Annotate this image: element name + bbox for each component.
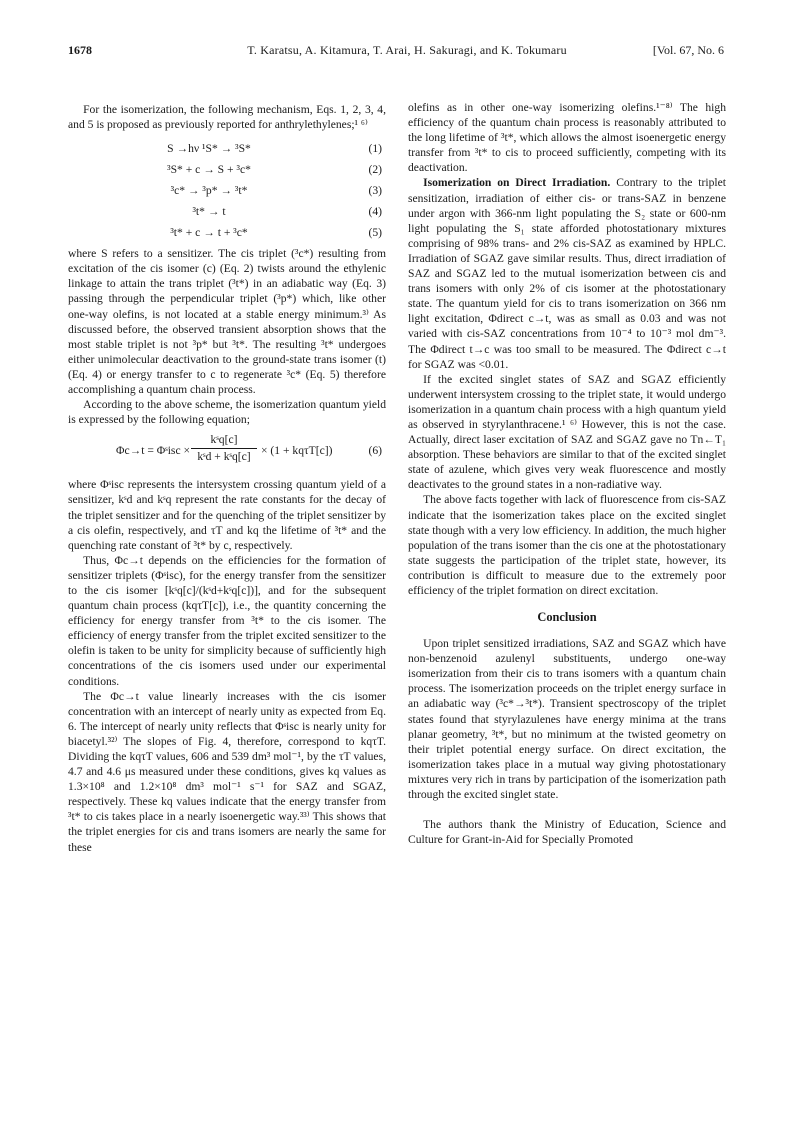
left-column [68,102,386,855]
paragraph: The above facts together with lack of fluorescence from cis-SAZ indicate that the isomerization takes place on the excited singlet state though with a very low efficiency. In addition, the much higher population of the trans isomer than the cis one at the photostationary state suggests the participation of the triplet state, however, its contribution is difficult to measure due to the extremely poor efficiency of the triplet formation on direct excitation. [408,493,726,597]
paragraph [408,175,726,371]
equation-body: S →hν ¹S* → ³S* [167,142,251,156]
equation-body: ³t* → t [192,205,226,219]
paragraph: where Φˢisc represents the intersystem crossing quantum yield of a sensitizer, kˢd and kˢq represent the rate constants for the decay of the triplet sensitizer and for the quenching of the triplet sensitizer by a cis olefin, respectively, and τT and kq the lifetime of ³t* and the quenching rate constant of ³t* by c, respectively. [68,478,386,552]
acknowledgment: The authors thank the Ministry of Education, Science and Culture for Grant-in-Aid for Specially Promoted [408,818,726,847]
paragraph: If the excited singlet states of SAZ and SGAZ efficiently underwent intersystem crossing to the triplet state, it would undergo isomerization in a quantum chain process with a high quantum yield as observed in styrylanthracene.¹ ⁶⁾ However, this is not the case. Actually, direct laser excitation of SAZ and SGAZ gave no Tn←T₁ absorption. These behaviors are similar to that of the excited singlet state of azulene, which gives very weak fluorescence and mostly deactivates to the ground states in a non-radiative way. [408,372,726,492]
fraction-numerator: kˢq[c] [191,432,257,449]
equation-number: (6) [368,444,382,458]
equation-number: (2) [368,163,382,177]
equation-lhs: Φc→t = Φˢisc × [116,444,191,458]
equation-body: ³c* → ³p* → ³t* [170,184,248,198]
page-number: 1678 [68,43,92,57]
equation-body: ³t* + c → t + ³c* [170,226,248,240]
equation-1 [68,138,386,159]
equation-body: ³S* + c → S + ³c* [167,163,251,177]
header-authors: T. Karatsu, A. Kitamura, T. Arai, H. Sakuragi, and K. Tokumaru [247,43,567,57]
section-heading: Isomerization on Direct Irradiation. [423,176,611,190]
paragraph-text: Contrary to the triplet sensitization, irradiation of either cis- or trans-SAZ in benzene under argon with 366-nm light populating the S₂ state or 600-nm light populating the S₁ state afforded photostationary mixtures comprising of 98% trans- and 2% cis-SAZ as examined by HPLC. Irradiation of SGAZ gave similar results. Thus, direct irradiation of SAZ and SGAZ led to the mutual isomerization between cis and trans isomers with only 2% of cis isomer at the photostationary state. The quantum yield for cis to trans isomerization on 366 nm light excitation, Φdirect c→t, was as small as 0.03 and was not varied with cis-SAZ concentrations from 10⁻⁴ to 10⁻³ mol dm⁻³. The Φdirect t→c was too small to be measured. The Φdirect c→t for SGAZ was <0.01. [408,176,726,371]
equation-6 [68,431,386,473]
equation-5 [68,222,386,243]
header-volume: [Vol. 67, No. 6 [652,43,724,57]
equation-number: (4) [368,205,382,219]
conclusion-heading: Conclusion [537,610,597,625]
paragraph: According to the above scheme, the isomerization quantum yield is expressed by the following equation; [68,398,386,427]
paragraph: Thus, Φc→t depends on the efficiencies for the formation of sensitizer triplets (Φˢisc), for the energy transfer from the sensitizer to the cis isomer [kˢq[c]/(kˢd+kˢq[c])], and for the subsequent quantum chain process (kqτT[c]), i.e., the quantity concerning the efficiency for energy transfer from ³t* to the cis isomer. The efficiency of energy transfer from the triplet excited sensitizer to the olefin is taken to be unity for simplicity because of sufficiently high concentrations of the cis isomers used under our experimental conditions. [68,553,386,688]
running-header [68,43,724,59]
paragraph: where S refers to a sensitizer. The cis triplet (³c*) resulting from excitation of the cis isomer (c) (Eq. 2) twists around the ethylenic linkage to attain the trans triplet (³t*) in an adiabatic way (Eq. 3) passing through the perpendicular triplet (³p*) which, like other one-way olefins, is not located at a stable energy minimum.³⁾ As discussed before, the observed transient absorption shows that the most stable triplet is not ³p* but ³t*. The resulting ³t* undergoes either unimolecular deactivation to the ground-state trans isomer (t) (Eq. 4) or energy transfer to c to regenerate ³c* (Eq. 5) therefore accomplishing a quantum chain process. [68,247,386,397]
equation-rhs: × (1 + kqτT[c]) [261,444,333,458]
paragraph: For the isomerization, the following mechanism, Eqs. 1, 2, 3, 4, and 5 is proposed as previously reported for anthrylethylenes;¹ ⁶⁾ [68,103,386,132]
equation-number: (1) [368,142,382,156]
equation-fraction [191,432,257,465]
right-column [408,100,726,847]
paragraph: Upon triplet sensitized irradiations, SAZ and SGAZ which have non-benzenoid azulenyl substituents, undergo one-way isomerization from their cis to trans isomers with a quantum chain process. The isomerization proceeds on the triplet energy surface in an adiabatic way (³c*→³t*). Transient spectroscopy of the triplet states found that styrylazulenes have energy minima at the trans planar geometry, ³t*, but no minimum at the twisted geometry on their triplet potential energy surface. On direct excitation, the isomerization takes place in a mutual way giving photostationary mixtures very rich in trans by participation of the isomerization path through the excited singlet state. [408,637,726,802]
equation-2 [68,159,386,180]
equation-4 [68,201,386,222]
equation-number: (3) [368,184,382,198]
equation-number: (5) [368,226,382,240]
equation-3 [68,180,386,201]
fraction-denominator: kˢd + kˢq[c] [197,450,251,464]
paragraph: The Φc→t value linearly increases with the cis isomer concentration with an intercept of nearly unity as expected from Eq. 6. The intercept of nearly unity reflects that Φˢisc is nearly unity for biacetyl.³²⁾ The slopes of Fig. 4, therefore, correspond to kqτT. Dividing the kqτT values, 606 and 539 dm³ mol⁻¹, by the τT values, 4.7 and 4.6 μs measured under these conditions, gives kq values as 1.3×10⁸ and 1.2×10⁸ dm³ mol⁻¹ s⁻¹ for SAZ and SGAZ, respectively. These kq values indicate that the energy transfer from ³t* to cis takes place in a nearly isoenergetic way.³³⁾ This shows that the triplet energies for cis and trans isomers are nearly the same for these [68,689,386,854]
paragraph: olefins as in other one-way isomerizing olefins.¹⁻⁸⁾ The high efficiency of the quantum chain process is reasonably attributed to the long lifetime of ³t*, which allows the almost isoenergetic energy transfer from ³t* to cis to proceed sufficiently, competing with its deactivation. [408,101,726,175]
